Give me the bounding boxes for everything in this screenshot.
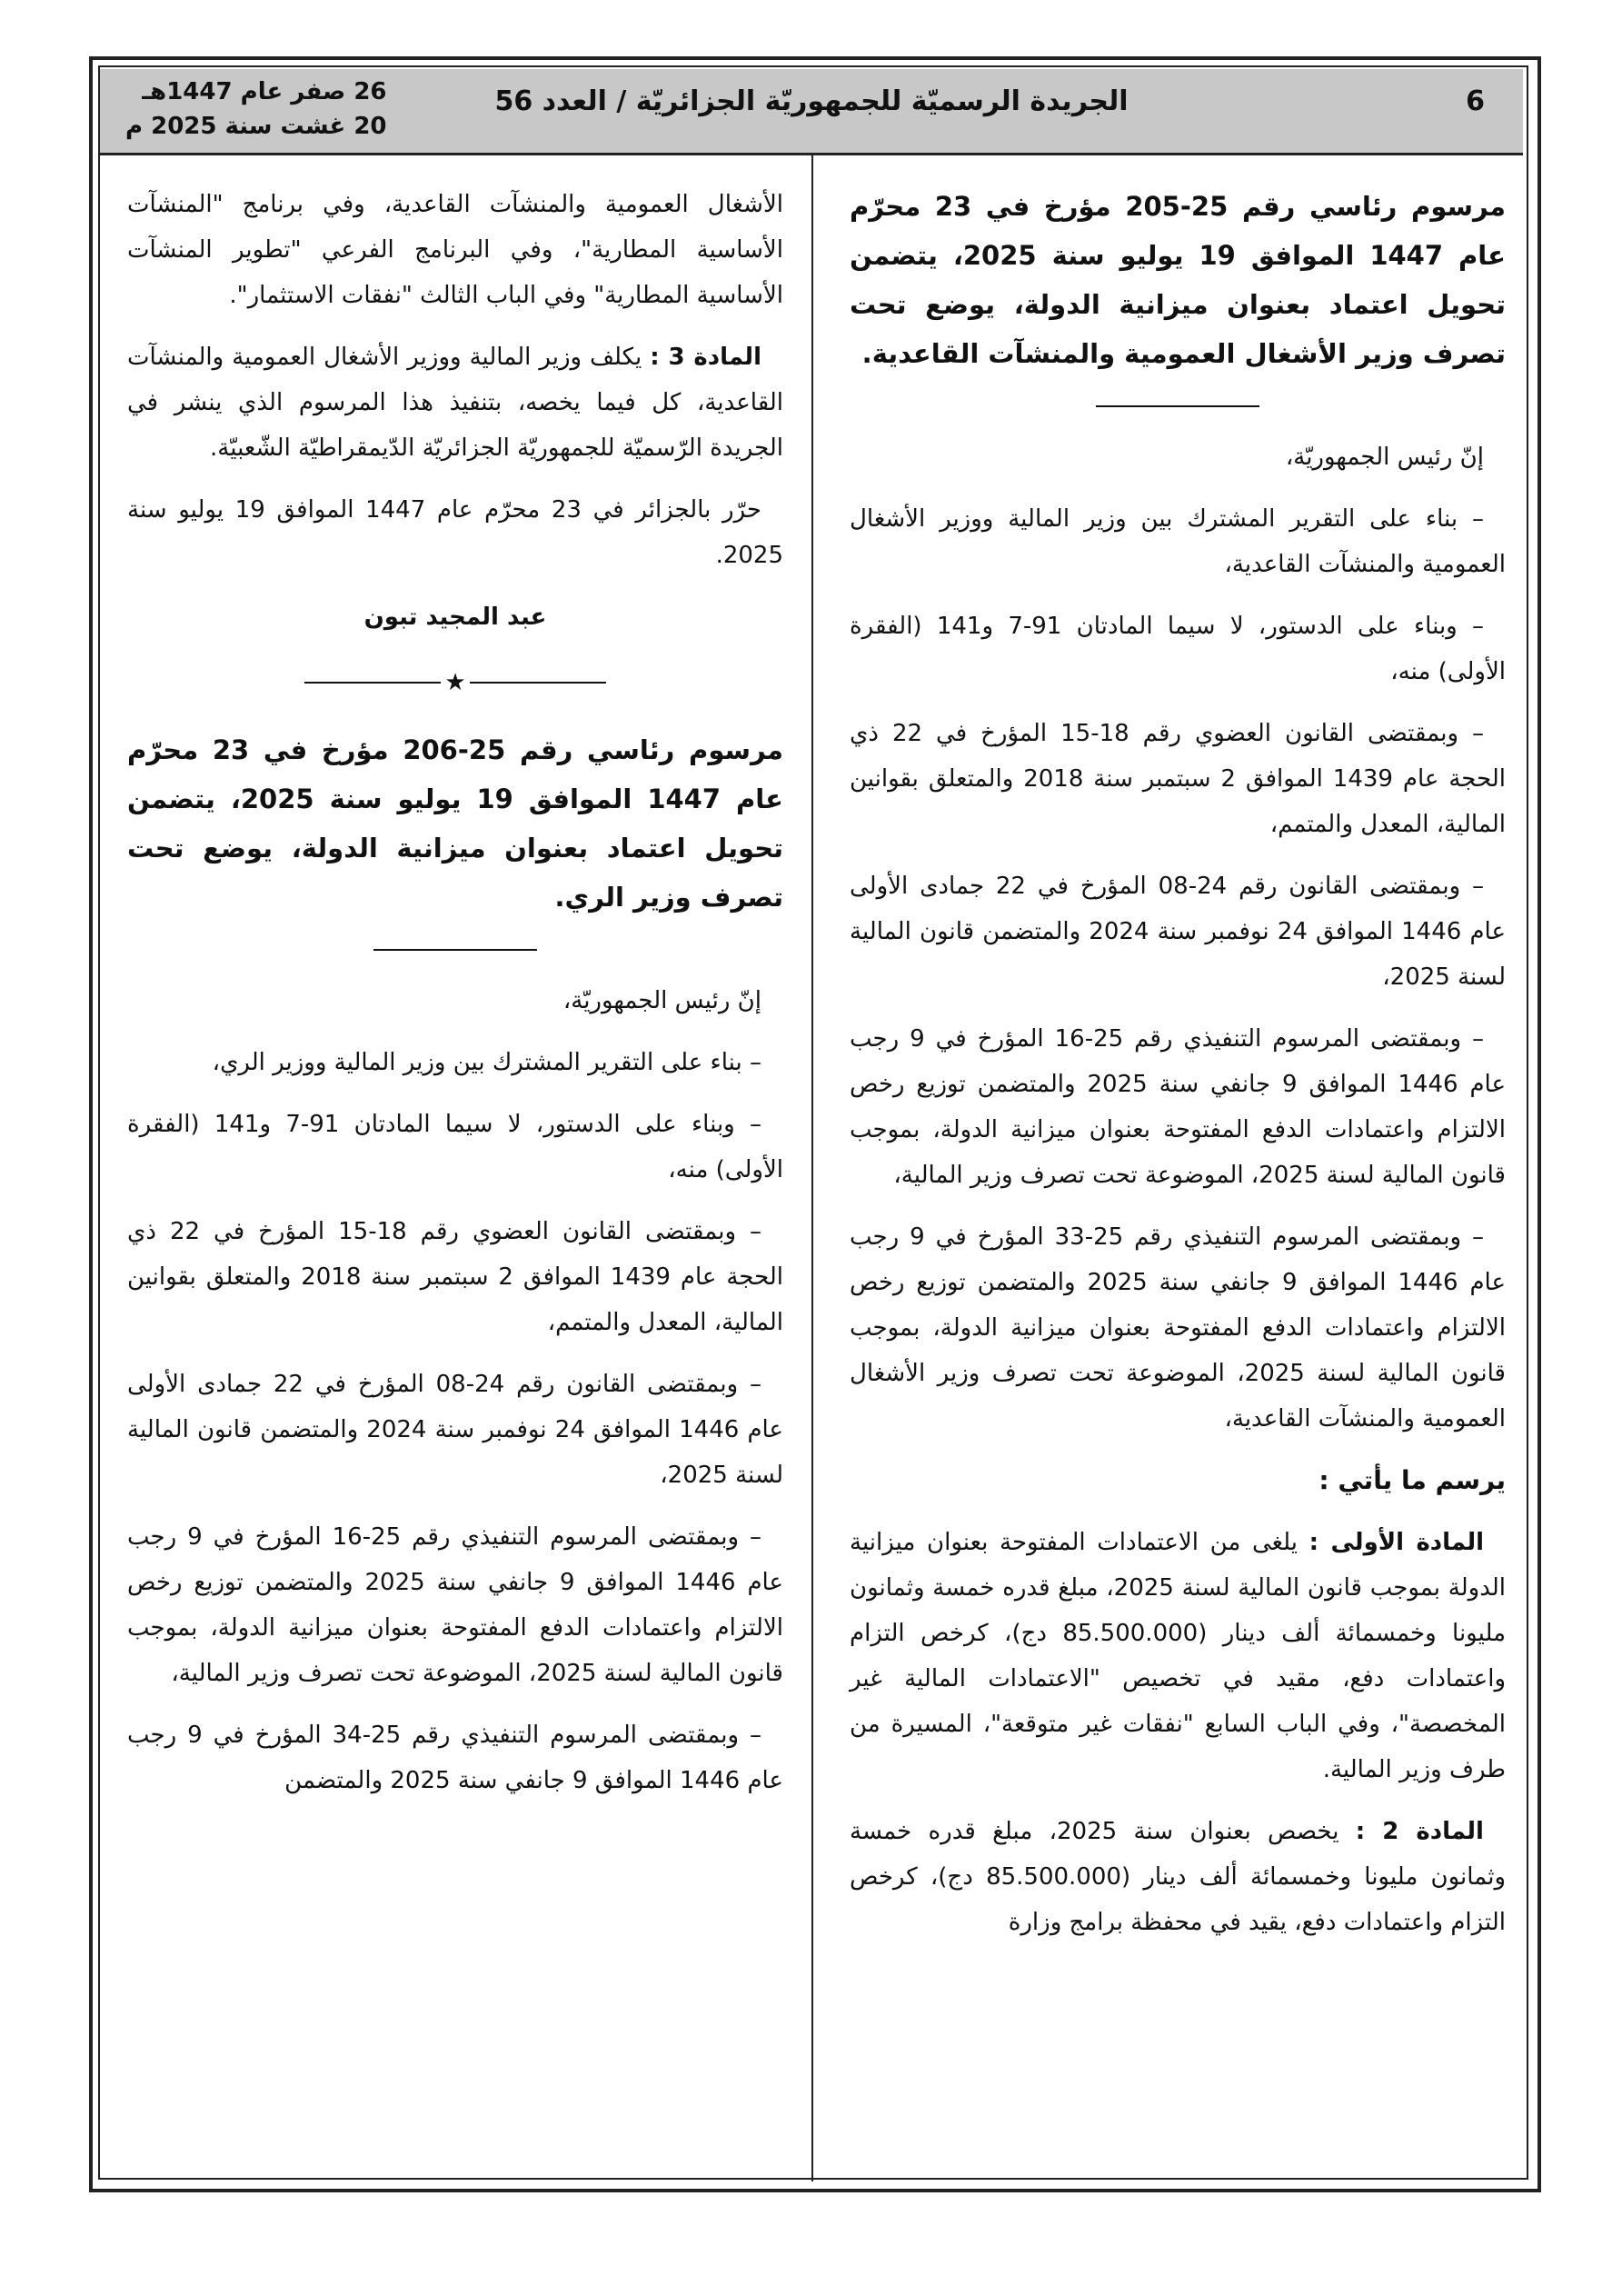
paragraph: – وبمقتضى المرسوم التنفيذي رقم 25-16 المؤرخ في 9 رجب عام 1446 الموافق 9 جانفي سنة 2025 والمتضمن توزيع رخص الالتزام واعتمادات الدفع المفتوحة بعنوان ميزانية الدولة، بموجب قانون المالية لسنة 2025، الموضوعة تحت تصرف وزير المالية،: [127, 1523, 783, 1687]
continuation: الأشغال العمومية والمنشآت القاعدية، وفي برنامج "المنشآت الأساسية المطارية"، وفي البرنامج الفرعي "تطوير المنشآت الأساسية المطارية" وفي الباب الثالث "نفقات الاستثمار".: [127, 191, 783, 309]
issue-date: [125, 75, 387, 144]
decrees-label: يرسم ما يأتي :: [1318, 1465, 1506, 1495]
star-separator: [127, 660, 783, 705]
paragraph: – وبمقتضى المرسوم التنفيذي رقم 25-16 المؤرخ في 9 رجب عام 1446 الموافق 9 جانفي سنة 2025 والمتضمن توزيع رخص الالتزام واعتمادات الدفع المفتوحة بعنوان ميزانية الدولة، بموجب قانون المالية لسنة 2025، الموضوعة تحت تصرف وزير المالية،: [850, 1025, 1506, 1189]
left-column: [127, 182, 783, 1820]
paragraph: – وبمقتضى القانون العضوي رقم 18-15 المؤرخ في 22 ذي الحجة عام 1439 الموافق 2 سبتمبر سنة 2018 والمتعلق بقوانين المالية، المعدل والمتمم،: [127, 1218, 783, 1336]
article-3: [127, 334, 783, 471]
decree-title: مرسوم رئاسي رقم 25-205 مؤرخ في 23 محرّم عام 1447 الموافق 19 يوليو سنة 2025، يتضمن تحويل اعتماد بعنوان ميزانية الدولة، يوضع تحت تصرف وزير الأشغال العمومية والمنشآت القاعدية.: [850, 191, 1507, 369]
decree-title: مرسوم رئاسي رقم 25-206 مؤرخ في 23 محرّم عام 1447 الموافق 19 يوليو سنة 2025، يتضمن تحويل اعتماد بعنوان ميزانية الدولة، يوضع تحت تصرف وزير الري.: [127, 734, 784, 913]
separator-rule: [373, 949, 537, 951]
date-gregorian: 20 غشت سنة 2025 م: [125, 113, 387, 140]
column-divider: [811, 155, 813, 2181]
article-text: يلغى من الاعتمادات المفتوحة بعنوان ميزانية الدولة بموجب قانون المالية لسنة 2025، مبلغ قدره خمسة وثمانون مليونا وخمسمائة ألف دينار (85.500.000 دج)، كرخص التزام واعتمادات دفع، مقيد في تخصيص "الاعتمادات المالية غير المخصصة"، وفي الباب السابع "نفقات غير متوقعة"، المسيرة من طرف وزير المالية.: [850, 1529, 1506, 1783]
article-label: المادة 2 :: [1355, 1818, 1484, 1845]
opening: إنّ رئيس الجمهوريّة،: [562, 987, 761, 1014]
paragraph: – بناء على التقرير المشترك بين وزير المالية ووزير الأشغال العمومية والمنشآت القاعدية،: [850, 505, 1506, 578]
paragraph: – بناء على التقرير المشترك بين وزير المالية ووزير الري،: [212, 1049, 761, 1076]
gazette-title: الجريدة الرسميّة للجمهوريّة الجزائريّة / العدد 56: [494, 85, 1129, 117]
page-header: [100, 69, 1523, 155]
paragraph: – وبناء على الدستور، لا سيما المادتان 91-7 و141 (الفقرة الأولى) منه،: [127, 1111, 783, 1183]
paragraph: – وبمقتضى القانون رقم 24-08 المؤرخ في 22 جمادى الأولى عام 1446 الموافق 24 نوفمبر سنة 2024 والمتضمن قانون المالية لسنة 2025،: [127, 1371, 783, 1489]
article-text: يخصص بعنوان سنة 2025، مبلغ قدره خمسة وثمانون مليونا وخمسمائة ألف دينار (85.500.000 دج)، كرخص التزام واعتمادات دفع، يقيد في محفظة برامج وزارة: [850, 1818, 1507, 1936]
article-text: يكلف وزير المالية ووزير الأشغال العمومية والمنشآت القاعدية، كل فيما يخصه، بتنفيذ هذا المرسوم الذي ينشر في الجريدة الرّسميّة للجمهوريّة الجزائريّة الدّيمقراطيّة الشّعبيّة.: [127, 344, 783, 462]
paragraph: – وبناء على الدستور، لا سيما المادتان 91-7 و141 (الفقرة الأولى) منه،: [850, 613, 1506, 685]
paragraph: – وبمقتضى المرسوم التنفيذي رقم 25-33 المؤرخ في 9 رجب عام 1446 الموافق 9 جانفي سنة 2025 والمتضمن توزيع رخص الالتزام واعتمادات الدفع المفتوحة بعنوان ميزانية الدولة، بموجب قانون المالية لسنة 2025، الموضوعة تحت تصرف وزير الأشغال العمومية والمنشآت القاعدية،: [850, 1223, 1506, 1433]
opening: إنّ رئيس الجمهوريّة،: [1285, 444, 1484, 471]
date-hijri: 26 صفر عام 1447هـ: [142, 78, 387, 105]
separator-rule: [1096, 405, 1259, 407]
paragraph: – وبمقتضى القانون العضوي رقم 18-15 المؤرخ في 22 ذي الحجة عام 1439 الموافق 2 سبتمبر سنة 2018 والمتعلق بقوانين المالية، المعدل والمتمم،: [850, 720, 1506, 838]
article-label: المادة 3 :: [650, 344, 761, 371]
paragraph: – وبمقتضى القانون رقم 24-08 المؤرخ في 22 جمادى الأولى عام 1446 الموافق 24 نوفمبر سنة 2024 والمتضمن قانون المالية لسنة 2025،: [850, 873, 1506, 991]
page-number: 6: [1466, 85, 1485, 117]
right-column: [850, 182, 1506, 1962]
done-at: حرّر بالجزائر في 23 محرّم عام 1447 الموافق 19 يوليو سنة 2025.: [127, 496, 783, 569]
paragraph: – وبمقتضى المرسوم التنفيذي رقم 25-34 المؤرخ في 9 رجب عام 1446 الموافق 9 جانفي سنة 2025 والمتضمن: [127, 1722, 783, 1794]
article-1: [850, 1520, 1506, 1792]
article-2: [850, 1809, 1506, 1945]
signature: عبد المجيد تبون: [363, 604, 547, 631]
star-icon: ★: [444, 669, 466, 696]
article-label: المادة الأولى :: [1309, 1529, 1484, 1556]
